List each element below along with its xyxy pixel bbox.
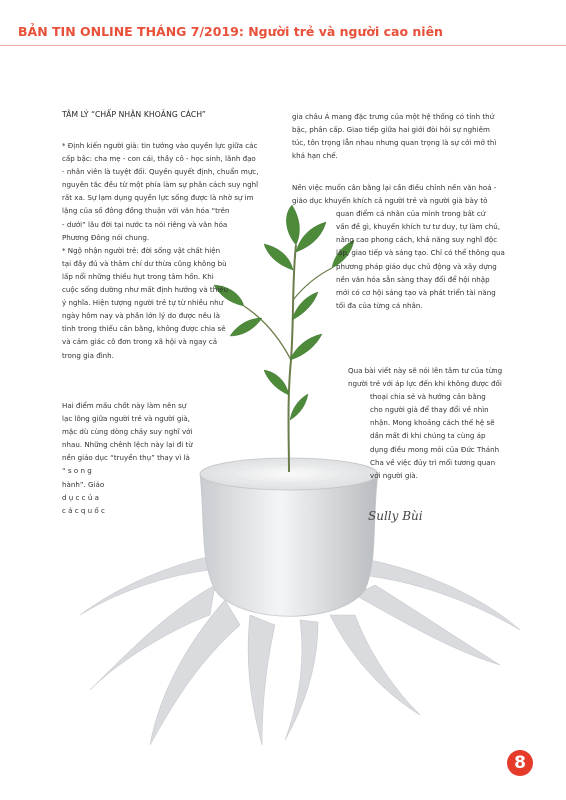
text-line: - nhân viên là tuyệt đối. Quyền quyết định, chuẩn mực, [62,167,259,177]
text-line: nguyên tắc đều từ một phía làm sự phân cách suy nghĩ [62,180,259,190]
left-column-part-1 [62,139,278,362]
right-column-part-3 [348,364,518,482]
text-line: hành”. Giáo [62,479,105,489]
text-line: * Ngộ nhận người trẻ: đời sống vật chất hiện [62,245,221,255]
text-line: gia châu Á mang đặc trưng của một hệ thống có tính thứ [292,112,495,121]
text-line: nhận. Mong khoảng cách thế hệ sẽ [370,418,495,428]
text-line: vấn đề gì, khuyến khích tư tư duy, tự làm chủ, [336,222,500,232]
text-line: d ụ c c ủ a [62,492,99,502]
text-line: - dưới” lâu đời tại nước ta nói riêng và văn hóa [62,219,228,229]
text-line: thoại chia sẻ và hướng cân bằng [370,392,486,402]
text-line: * Định kiến người già: tin tưởng vào quyền lực giữa các [62,141,258,150]
text-line: cho người già để thay đổi về nhìn [370,405,489,415]
left-column-part-2 [62,399,222,517]
text-line: giáo dục khuyến khích cả người trẻ và người già bày tỏ [292,196,488,206]
text-line: rất xa. Sự lạm dụng quyền lực sống được là nhờ sự im [62,193,254,203]
newsletter-header-title: BẢN TIN ONLINE THÁNG 7/2019: Người trẻ và người cao niên [18,24,443,39]
text-line: túc, tôn trọng lẫn nhau nhưng quan trọng là sự cởi mở thì [292,138,497,148]
text-line: lặng của số đông đồng thuận với văn hóa “trên [62,206,230,216]
text-line: nhau. Những chênh lệch này lại đi từ [62,440,193,450]
text-line: nâng cao phong cách, khả năng suy nghĩ độc [336,235,498,245]
text-line: cuộc sống dường như mất định hướng và thiếu [62,285,229,295]
text-line: cấp bậc: cha mẹ - con cái, thầy cô - học sinh, lãnh đạo [62,154,256,164]
text-line: “ s o n g [62,466,92,476]
text-line: c á c q u ố c [62,505,105,515]
stump-body [200,474,378,616]
text-line: bậc, phân cấp. Giao tiếp giữa hai giới đòi hỏi sự nghiêm [292,125,490,135]
text-line: Cha về việc đủy trì mối tương quan [370,457,496,467]
text-line: ngày hôm nay và phần lớn lý do được nêu là [62,311,220,321]
text-line: lập, giao tiếp và sáng tạo. Chỉ có thể thông qua [336,248,505,258]
text-line: nền văn hóa sẵn sàng thay đổi để hội nhập [336,274,490,284]
text-line: quan điểm cá nhân của mình trong bất cứ [336,209,486,219]
text-line: Hai điểm mấu chốt này làm nên sự [62,401,187,410]
text-line: và cảm giác cô đơn trong xã hội và ngay cả [62,337,218,347]
text-line: tình trong thiếu cân bằng, không được chia sẻ [62,324,226,334]
text-line: mới có cơ hội sáng tạo và phát triển tài năng [336,287,496,297]
text-line: Phương Đông nói chung. [62,232,150,242]
text-line: tại đầy đủ và thâm chí dư thừa cũng không bù [62,258,227,268]
text-line: khá hạn chế. [292,151,338,161]
right-column-part-1 [292,110,514,162]
text-line: dần mất đi khi chúng ta cùng áp [370,431,486,441]
text-line: tối đa của từng cá nhân. [336,300,423,310]
author-signature: Sully Bùi [368,509,423,523]
text-line: ý nghĩa. Hiện tượng người trẻ tự từ nhiều như [62,298,224,308]
text-line: nền giáo dục “truyền thụ” thay vì là [62,453,190,463]
right-column-part-2 [292,181,518,312]
text-line: phương pháp giáo dục chủ động và xây dựng [336,261,497,271]
text-line: dụng điều mong mỏi của Đức Thánh [370,444,500,454]
text-line: với người già. [370,470,418,480]
text-line: mặc dù cùng dòng chảy suy nghĩ với [62,427,193,437]
page-number-badge: 8 [507,750,533,776]
text-line: Nền việc muốn cân bằng lại cần điều chỉnh nền văn hoá - [292,183,497,192]
text-line: người trẻ với áp lực đến khi không được đối [348,379,502,389]
text-line: Qua bài viết này sẽ nói lên tâm tư của từng [348,366,503,375]
text-line: lạc lõng giữa người trẻ và người già, [62,414,190,424]
article-heading: TÂM LÝ “CHẤP NHẬN KHOẢNG CÁCH” [62,110,206,119]
text-line: trong gia đình. [62,350,114,360]
text-line: lấp nổi những thiếu hụt trong tâm hồn. Khi [62,271,214,281]
